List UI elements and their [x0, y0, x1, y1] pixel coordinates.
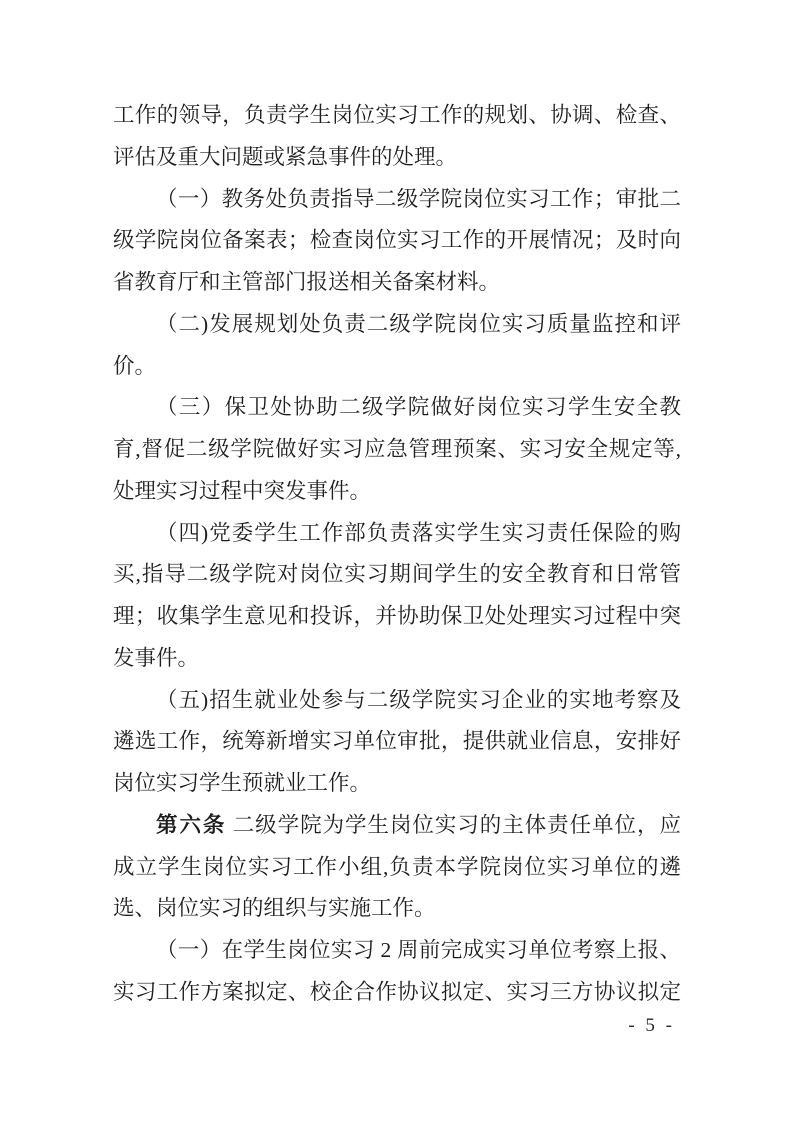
text-line: 省教育厅和主管部门报送相关备案材料。: [113, 270, 501, 294]
text-line: 级学院岗位备案表；检查岗位实习工作的开展情况；及时向: [113, 228, 681, 253]
text-line: （五)招生就业处参与二级学院实习企业的实地考察及: [156, 687, 681, 712]
text-line: 成立学生岗位实习工作小组,负责本学院岗位实习单位的遴: [113, 854, 681, 879]
text-line: 买,指导二级学院对岗位实习期间学生的安全教育和日常管: [113, 562, 681, 587]
paragraph-article-6: [113, 805, 681, 930]
paragraph-item-5: [113, 680, 681, 805]
text-line: 遴选工作，统筹新增实习单位审批，提供就业信息，安排好: [113, 729, 681, 754]
text-line: （三）保卫处协助二级学院做好岗位实习学生安全教: [156, 395, 681, 420]
article-lead-text: 二级学院为学生岗位实习的主体责任单位，应: [226, 812, 681, 837]
text-line: （一）教务处负责指导二级学院岗位实习工作；审批二: [156, 186, 681, 211]
paragraph-item-2: [113, 304, 681, 388]
text-line: 工作的领导，负责学生岗位实习工作的规划、协调、检查、: [113, 103, 681, 127]
text-line: 选、岗位实习的组织与实施工作。: [113, 896, 436, 921]
paragraph-item-1: [113, 179, 681, 304]
text-line: 发事件。: [113, 645, 200, 670]
paragraph-item-4: [113, 513, 681, 680]
text-line: 育,督促二级学院做好实习应急管理预案、实习安全规定等,: [113, 437, 681, 461]
text-line: 岗位实习学生预就业工作。: [113, 771, 372, 795]
text-line: （四)党委学生工作部负责落实学生实习责任保险的购: [156, 520, 681, 545]
text-line: 价。: [113, 353, 157, 378]
page-number: - 5 -: [628, 1015, 675, 1036]
paragraph-item-6-1: [113, 930, 681, 1014]
text-line: 处理实习过程中突发事件。: [113, 478, 372, 503]
paragraph-continuation: [113, 95, 681, 179]
text-line: （一）在学生岗位实习 2 周前完成实习单位考察上报、: [156, 938, 681, 962]
text-line: 评估及重大问题或紧急事件的处理。: [113, 144, 458, 169]
text-line: 理；收集学生意见和投诉，并协助保卫处处理实习过程中突: [113, 604, 681, 628]
paragraph-item-3: [113, 387, 681, 512]
document-body: [113, 95, 681, 1014]
article-number-label: 第六条: [156, 812, 227, 837]
text-line: 实习工作方案拟定、校企合作协议拟定、实习三方协议拟定: [113, 979, 681, 1004]
text-line: [113, 805, 681, 847]
text-line: （二)发展规划处负责二级学院岗位实习质量监控和评: [156, 311, 681, 336]
